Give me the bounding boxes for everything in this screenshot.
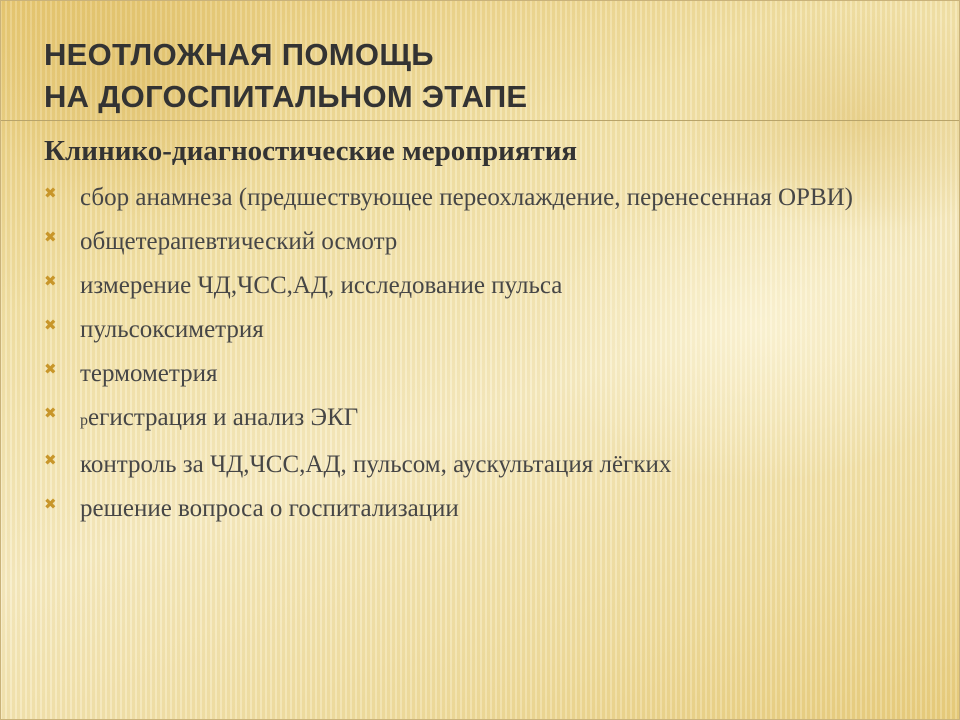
bullet-list <box>44 180 904 535</box>
list-item-text: решение вопроса о госпитализации <box>80 495 459 522</box>
x-mark-bullet-icon: ✖ <box>44 316 57 334</box>
x-mark-bullet-icon: ✖ <box>44 360 57 378</box>
x-mark-bullet-icon: ✖ <box>44 451 57 469</box>
x-mark-bullet-icon: ✖ <box>44 184 57 202</box>
title-line-2: НА ДОГОСПИТАЛЬНОМ ЭТАПЕ <box>44 79 528 114</box>
slide-title <box>44 34 904 118</box>
x-mark-bullet-icon: ✖ <box>44 228 57 246</box>
list-item <box>44 356 904 392</box>
list-item <box>44 400 904 439</box>
section-heading: Клинико-диагностические мероприятия <box>44 135 578 167</box>
list-item <box>44 180 904 216</box>
list-item <box>44 312 904 348</box>
title-divider <box>0 120 960 121</box>
x-mark-bullet-icon: ✖ <box>44 495 57 513</box>
list-item-text: пульсоксиметрия <box>80 316 264 343</box>
list-item-text-rest: егистрация и анализ ЭКГ <box>88 404 359 431</box>
list-item <box>44 224 904 260</box>
list-item <box>44 268 904 304</box>
title-line-1: НЕОТЛОЖНАЯ ПОМОЩЬ <box>44 37 434 72</box>
list-item <box>44 491 904 527</box>
list-item-text: измерение ЧД,ЧСС,АД, исследование пульса <box>80 272 563 299</box>
small-prefix-letter: р <box>80 412 88 429</box>
list-item-text: сбор анамнеза (предшествующее переохлаждение, перенесенная ОРВИ) <box>80 184 854 211</box>
list-item-text: контроль за ЧД,ЧСС,АД, пульсом, аускультация лёгких <box>80 451 672 478</box>
x-mark-bullet-icon: ✖ <box>44 272 57 290</box>
x-mark-bullet-icon: ✖ <box>44 404 57 422</box>
list-item <box>44 447 904 483</box>
list-item-text <box>80 404 358 431</box>
list-item-text: термометрия <box>80 360 218 387</box>
list-item-text: общетерапевтический осмотр <box>80 228 398 255</box>
